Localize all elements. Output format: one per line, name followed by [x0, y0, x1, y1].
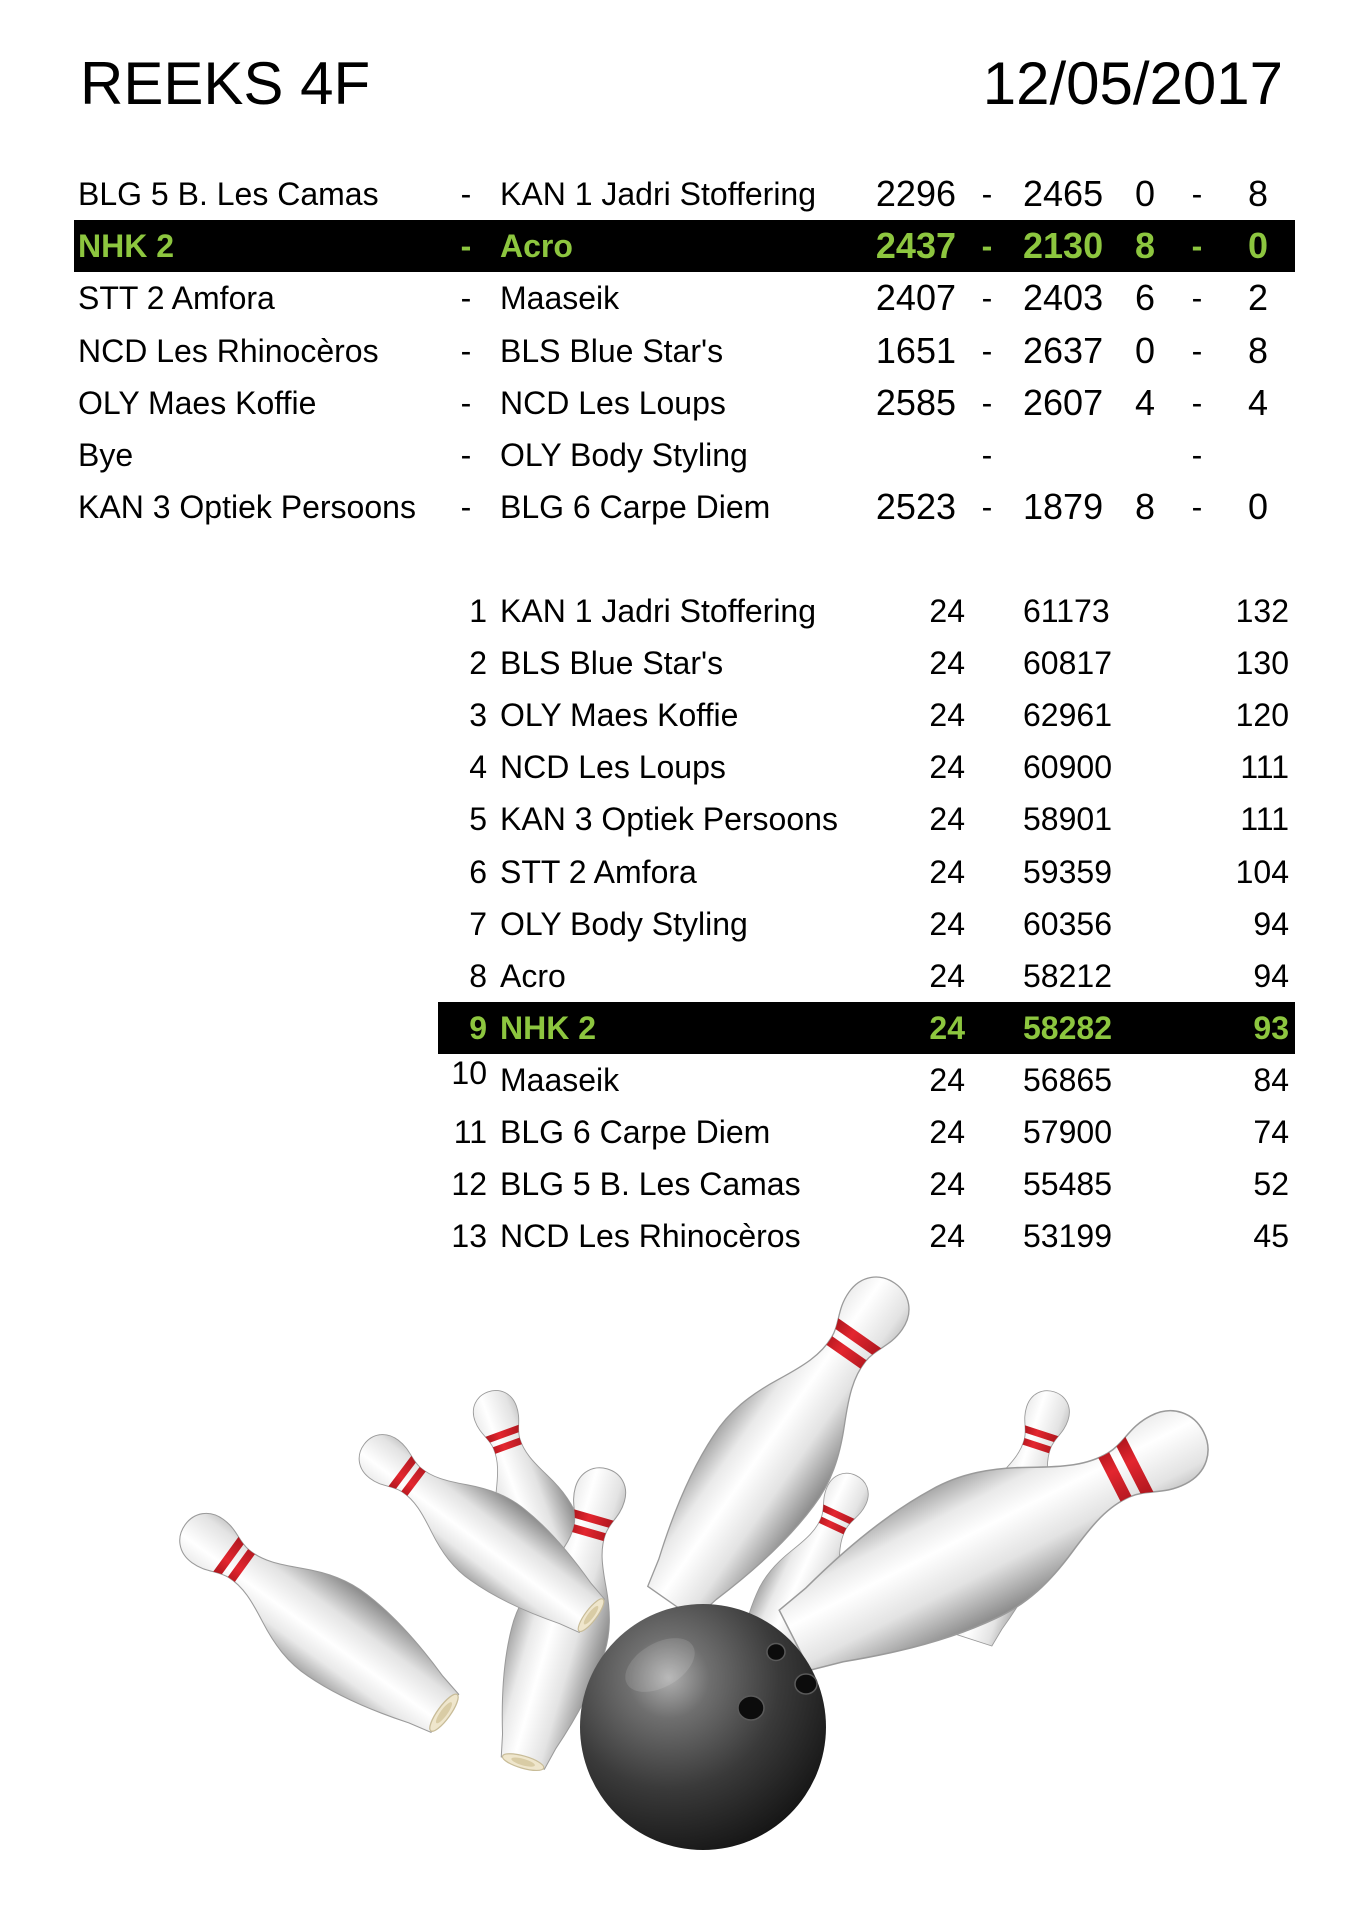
match-separator: -	[460, 176, 472, 212]
rank: 8	[469, 958, 487, 994]
league-points: 104	[1235, 854, 1289, 890]
away-team: KAN 1 Jadri Stoffering	[500, 176, 817, 212]
total-pins: 60817	[1023, 645, 1112, 681]
points-separator: -	[1191, 437, 1203, 473]
rank: 6	[469, 854, 487, 890]
rank: 1	[469, 593, 487, 629]
away-score: 2465	[1023, 173, 1104, 214]
match-date: 12/05/2017	[982, 50, 1283, 117]
away-points: 4	[1247, 382, 1269, 423]
away-score: 1879	[1023, 486, 1104, 527]
standings-row	[438, 1158, 1295, 1210]
rank: 3	[469, 697, 487, 733]
score-separator: -	[981, 489, 993, 525]
match-separator: -	[460, 489, 472, 525]
total-pins: 60900	[1023, 749, 1112, 785]
home-team: NHK 2	[78, 228, 175, 264]
away-points: 2	[1247, 277, 1269, 318]
games-played: 24	[929, 801, 965, 837]
team-name: OLY Maes Koffie	[500, 697, 739, 733]
team-name: OLY Body Styling	[500, 906, 748, 942]
away-score: 2130	[1023, 225, 1104, 266]
standings-row	[438, 637, 1295, 689]
team-name: Acro	[500, 958, 566, 994]
league-points: 52	[1253, 1166, 1289, 1202]
total-pins: 62961	[1023, 697, 1112, 733]
league-points: 132	[1235, 593, 1289, 629]
match-row	[74, 272, 1295, 324]
games-played: 24	[929, 593, 965, 629]
team-name: BLS Blue Star's	[500, 645, 724, 681]
games-played: 24	[929, 1114, 965, 1150]
away-team: Maaseik	[500, 280, 620, 316]
home-team: KAN 3 Optiek Persoons	[78, 489, 416, 525]
total-pins: 59359	[1023, 854, 1112, 890]
home-points: 6	[1134, 277, 1156, 318]
away-score: 2403	[1023, 277, 1104, 318]
away-score: 2637	[1023, 330, 1104, 371]
match-separator: -	[460, 385, 472, 421]
league-points: 84	[1253, 1062, 1289, 1098]
match-row	[74, 168, 1295, 220]
score-separator: -	[981, 280, 993, 316]
total-pins: 56865	[1023, 1062, 1112, 1098]
away-team: Acro	[500, 228, 573, 264]
home-team: STT 2 Amfora	[78, 280, 275, 316]
match-row	[74, 325, 1295, 377]
rank: 5	[469, 801, 487, 837]
total-pins: 53199	[1023, 1218, 1112, 1254]
games-played: 24	[929, 854, 965, 890]
home-team: OLY Maes Koffie	[78, 385, 317, 421]
games-played: 24	[929, 1010, 965, 1046]
rank: 11	[453, 1114, 487, 1150]
rank: 13	[451, 1218, 487, 1254]
points-separator: -	[1191, 333, 1203, 369]
home-points: 0	[1134, 173, 1156, 214]
standings-row	[438, 741, 1295, 793]
home-score: 2523	[875, 486, 956, 527]
away-team: NCD Les Loups	[500, 385, 726, 421]
finger-hole	[795, 1674, 817, 1694]
standings-row	[438, 898, 1295, 950]
games-played: 24	[929, 1062, 965, 1098]
points-separator: -	[1191, 489, 1203, 525]
home-team: NCD Les Rhinocèros	[78, 333, 379, 369]
home-score: 1651	[875, 330, 956, 371]
team-name: Maaseik	[500, 1062, 620, 1098]
games-played: 24	[929, 1166, 965, 1202]
league-points: 120	[1235, 697, 1289, 733]
home-team: Bye	[78, 437, 134, 473]
rank: 4	[469, 749, 487, 785]
points-separator: -	[1191, 176, 1203, 212]
games-played: 24	[929, 906, 965, 942]
home-points: 8	[1134, 225, 1156, 266]
total-pins: 58212	[1023, 958, 1112, 994]
home-team: BLG 5 B. Les Camas	[78, 176, 379, 212]
standings-row	[438, 1054, 1295, 1106]
rank: 9	[469, 1010, 487, 1046]
match-row	[74, 429, 1295, 481]
team-name: KAN 3 Optiek Persoons	[500, 801, 838, 837]
games-played: 24	[929, 697, 965, 733]
away-points: 0	[1247, 486, 1269, 527]
total-pins: 55485	[1023, 1166, 1112, 1202]
total-pins: 57900	[1023, 1114, 1112, 1150]
standings-row	[438, 846, 1295, 898]
score-separator: -	[981, 385, 993, 421]
match-row	[74, 220, 1295, 272]
league-points: 45	[1253, 1218, 1289, 1254]
bowling-strike-icon	[0, 1240, 1357, 1900]
points-separator: -	[1191, 385, 1203, 421]
away-team: OLY Body Styling	[500, 437, 748, 473]
games-played: 24	[929, 749, 965, 785]
match-separator: -	[460, 280, 472, 316]
standings-row	[438, 793, 1295, 845]
rank: 12	[451, 1166, 487, 1202]
score-separator: -	[981, 176, 993, 212]
home-score: 2296	[875, 173, 956, 214]
away-team: BLG 6 Carpe Diem	[500, 489, 771, 525]
page-title: REEKS 4F	[80, 50, 371, 117]
team-name: BLG 5 B. Les Camas	[500, 1166, 801, 1202]
total-pins: 61173	[1023, 593, 1110, 629]
total-pins: 58901	[1023, 801, 1112, 837]
bowling-ball	[580, 1604, 826, 1850]
home-points: 4	[1134, 382, 1156, 423]
points-separator: -	[1191, 228, 1203, 264]
league-points: 94	[1253, 906, 1289, 942]
rank: 7	[469, 906, 487, 942]
league-points: 111	[1240, 749, 1289, 785]
match-row	[74, 481, 1295, 533]
team-name: NCD Les Loups	[500, 749, 726, 785]
away-points: 8	[1247, 330, 1269, 371]
match-separator: -	[460, 228, 472, 264]
standings-row	[438, 689, 1295, 741]
home-points: 0	[1134, 330, 1156, 371]
league-points: 94	[1253, 958, 1289, 994]
team-name: KAN 1 Jadri Stoffering	[500, 593, 817, 629]
score-separator: -	[981, 333, 993, 369]
home-score: 2437	[875, 225, 956, 266]
finger-hole	[767, 1644, 785, 1661]
standings-row	[438, 1002, 1295, 1054]
score-separator: -	[981, 437, 993, 473]
total-pins: 58282	[1023, 1010, 1112, 1046]
games-played: 24	[929, 645, 965, 681]
match-separator: -	[460, 333, 472, 369]
home-score: 2585	[875, 382, 956, 423]
team-name: STT 2 Amfora	[500, 854, 697, 890]
team-name: NHK 2	[500, 1010, 597, 1046]
rank: 10	[451, 1055, 487, 1091]
finger-hole	[738, 1696, 764, 1720]
match-row	[74, 377, 1295, 429]
league-points: 74	[1253, 1114, 1289, 1150]
away-score: 2607	[1023, 382, 1104, 423]
total-pins: 60356	[1023, 906, 1112, 942]
away-points: 8	[1247, 173, 1269, 214]
league-points: 130	[1235, 645, 1289, 681]
match-separator: -	[460, 437, 472, 473]
games-played: 24	[929, 958, 965, 994]
games-played: 24	[929, 1218, 965, 1254]
standings-row	[438, 585, 1295, 637]
standings-row	[438, 950, 1295, 1002]
league-points: 111	[1240, 801, 1289, 837]
home-points: 8	[1134, 486, 1156, 527]
standings-row	[438, 1106, 1295, 1158]
team-name: NCD Les Rhinocèros	[500, 1218, 801, 1254]
team-name: BLG 6 Carpe Diem	[500, 1114, 771, 1150]
league-points: 93	[1253, 1010, 1289, 1046]
points-separator: -	[1191, 280, 1203, 316]
score-separator: -	[981, 228, 993, 264]
home-score: 2407	[875, 277, 956, 318]
away-team: BLS Blue Star's	[500, 333, 724, 369]
rank: 2	[469, 645, 487, 681]
away-points: 0	[1247, 225, 1269, 266]
